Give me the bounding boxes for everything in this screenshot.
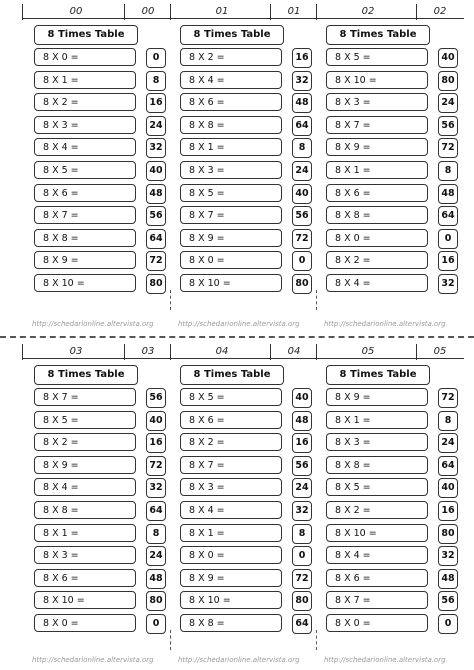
sheet-05 — [320, 340, 462, 670]
question-box: 8 X 8 = — [34, 229, 136, 247]
answer-box: 56 — [438, 591, 458, 611]
answer-box: 64 — [292, 116, 312, 136]
answer-number-label: 00 — [141, 6, 155, 17]
answer-number-label: 01 — [287, 6, 301, 17]
answer-box: 16 — [292, 48, 312, 68]
top-half — [0, 0, 474, 332]
column-divider — [170, 344, 171, 360]
table-title: 8 Times Table — [326, 25, 430, 45]
answer-box: 0 — [438, 229, 458, 249]
question-box: 8 X 6 = — [34, 569, 136, 587]
footer-url: http://schedarionline.altervista.org — [324, 656, 446, 664]
answer-box: 72 — [146, 456, 166, 476]
answer-box: 56 — [146, 388, 166, 408]
answer-box: 24 — [438, 93, 458, 113]
sheet-number-label: 00 — [69, 6, 83, 17]
sheet-00 — [28, 0, 170, 330]
answer-box: 24 — [292, 478, 312, 498]
answer-box: 40 — [146, 411, 166, 431]
question-box: 8 X 6 = — [180, 93, 282, 111]
question-box: 8 X 7 = — [180, 456, 282, 474]
question-box: 8 X 0 = — [180, 251, 282, 269]
question-box: 8 X 5 = — [34, 161, 136, 179]
footer-url: http://schedarionline.altervista.org — [178, 320, 300, 328]
question-box: 8 X 4 = — [326, 546, 428, 564]
sheet-02 — [320, 0, 462, 330]
left-edge-mark — [22, 4, 23, 20]
column-divider-dashed — [316, 630, 317, 650]
question-box: 8 X 0 = — [34, 614, 136, 632]
question-box: 8 X 1 = — [34, 524, 136, 542]
answer-box: 48 — [438, 184, 458, 204]
answer-box: 64 — [146, 501, 166, 521]
question-box: 8 X 7 = — [326, 591, 428, 609]
question-box: 8 X 8 = — [34, 501, 136, 519]
question-box: 8 X 10 = — [180, 274, 282, 292]
question-box: 8 X 3 = — [326, 433, 428, 451]
question-box: 8 X 3 = — [180, 161, 282, 179]
answer-box: 64 — [438, 456, 458, 476]
answer-box: 0 — [438, 614, 458, 634]
answer-box: 40 — [146, 161, 166, 181]
answer-box: 32 — [292, 501, 312, 521]
question-box: 8 X 4 = — [34, 138, 136, 156]
question-box: 8 X 1 = — [180, 138, 282, 156]
question-box: 8 X 10 = — [326, 71, 428, 89]
answer-box: 56 — [146, 206, 166, 226]
answer-box: 64 — [438, 206, 458, 226]
question-box: 8 X 9 = — [180, 569, 282, 587]
question-box: 8 X 0 = — [34, 48, 136, 66]
column-divider — [316, 4, 317, 20]
answer-box: 80 — [292, 591, 312, 611]
answer-box: 80 — [146, 591, 166, 611]
question-box: 8 X 8 = — [180, 614, 282, 632]
answer-box: 8 — [438, 161, 458, 181]
answer-box: 16 — [146, 433, 166, 453]
question-box: 8 X 1 = — [326, 161, 428, 179]
question-box: 8 X 6 = — [326, 569, 428, 587]
question-box: 8 X 0 = — [180, 546, 282, 564]
answer-box: 48 — [292, 411, 312, 431]
answer-box: 40 — [438, 478, 458, 498]
question-box: 8 X 6 = — [180, 411, 282, 429]
question-box: 8 X 1 = — [34, 71, 136, 89]
bottom-half — [0, 340, 474, 670]
question-box: 8 X 9 = — [34, 251, 136, 269]
question-box: 8 X 4 = — [34, 478, 136, 496]
question-box: 8 X 9 = — [326, 388, 428, 406]
question-box: 8 X 4 = — [180, 501, 282, 519]
answer-box: 48 — [438, 569, 458, 589]
question-box: 8 X 3 = — [180, 478, 282, 496]
answer-box: 56 — [438, 116, 458, 136]
answer-box: 40 — [438, 48, 458, 68]
question-box: 8 X 10 = — [34, 274, 136, 292]
sheet-number-label: 02 — [361, 6, 375, 17]
question-box: 8 X 9 = — [34, 456, 136, 474]
answer-box: 24 — [438, 433, 458, 453]
question-box: 8 X 5 = — [326, 478, 428, 496]
footer-url: http://schedarionline.altervista.org — [324, 320, 446, 328]
answer-number-label: 03 — [141, 346, 155, 357]
column-divider-dashed — [170, 290, 171, 310]
answer-box: 0 — [146, 614, 166, 634]
answer-number-label: 02 — [433, 6, 447, 17]
answer-box: 80 — [438, 524, 458, 544]
answer-box: 16 — [292, 433, 312, 453]
answer-box: 32 — [438, 546, 458, 566]
question-box: 8 X 9 = — [180, 229, 282, 247]
answer-box: 56 — [292, 456, 312, 476]
question-box: 8 X 5 = — [180, 184, 282, 202]
question-box: 8 X 5 = — [34, 411, 136, 429]
question-box: 8 X 6 = — [34, 184, 136, 202]
question-box: 8 X 10 = — [326, 524, 428, 542]
sheet-number-label: 05 — [361, 346, 375, 357]
footer-url: http://schedarionline.altervista.org — [32, 656, 154, 664]
answer-box: 32 — [292, 71, 312, 91]
answer-box: 32 — [438, 274, 458, 294]
question-box: 8 X 9 = — [326, 138, 428, 156]
table-title: 8 Times Table — [180, 365, 284, 385]
answer-box: 0 — [292, 546, 312, 566]
sheet-03 — [28, 340, 170, 670]
sheet-01 — [174, 0, 316, 330]
question-box: 8 X 5 = — [326, 48, 428, 66]
table-title: 8 Times Table — [326, 365, 430, 385]
question-box: 8 X 7 = — [326, 116, 428, 134]
answer-box: 72 — [292, 569, 312, 589]
question-box: 8 X 3 = — [34, 116, 136, 134]
question-box: 8 X 3 = — [34, 546, 136, 564]
column-divider — [316, 344, 317, 360]
answer-box: 32 — [146, 138, 166, 158]
answer-box: 80 — [438, 71, 458, 91]
answer-box: 8 — [146, 524, 166, 544]
cut-line — [0, 336, 474, 338]
answer-box: 72 — [438, 388, 458, 408]
answer-box: 24 — [146, 116, 166, 136]
column-divider-dashed — [316, 290, 317, 310]
question-box: 8 X 2 = — [326, 251, 428, 269]
answer-box: 64 — [292, 614, 312, 634]
table-title: 8 Times Table — [180, 25, 284, 45]
question-box: 8 X 1 = — [326, 411, 428, 429]
question-box: 8 X 1 = — [180, 524, 282, 542]
answer-box: 48 — [146, 184, 166, 204]
question-box: 8 X 3 = — [326, 93, 428, 111]
answer-box: 32 — [146, 478, 166, 498]
answer-box: 48 — [146, 569, 166, 589]
column-divider-dashed — [170, 630, 171, 650]
question-box: 8 X 2 = — [34, 433, 136, 451]
answer-box: 48 — [292, 93, 312, 113]
question-box: 8 X 8 = — [326, 456, 428, 474]
answer-box: 16 — [438, 501, 458, 521]
column-divider — [170, 4, 171, 20]
answer-box: 24 — [146, 546, 166, 566]
answer-number-label: 05 — [433, 346, 447, 357]
answer-box: 0 — [292, 251, 312, 271]
question-box: 8 X 0 = — [326, 614, 428, 632]
left-edge-mark — [22, 344, 23, 360]
question-box: 8 X 4 = — [326, 274, 428, 292]
answer-box: 24 — [292, 161, 312, 181]
table-title: 8 Times Table — [34, 365, 138, 385]
answer-box: 8 — [438, 411, 458, 431]
sheet-number-label: 03 — [69, 346, 83, 357]
question-box: 8 X 2 = — [180, 433, 282, 451]
answer-box: 8 — [292, 138, 312, 158]
sheet-number-label: 01 — [215, 6, 229, 17]
answer-box: 56 — [292, 206, 312, 226]
question-box: 8 X 2 = — [180, 48, 282, 66]
question-box: 8 X 7 = — [34, 388, 136, 406]
footer-url: http://schedarionline.altervista.org — [178, 656, 300, 664]
question-box: 8 X 5 = — [180, 388, 282, 406]
question-box: 8 X 4 = — [180, 71, 282, 89]
answer-box: 72 — [292, 229, 312, 249]
answer-box: 80 — [146, 274, 166, 294]
answer-box: 40 — [292, 388, 312, 408]
footer-url: http://schedarionline.altervista.org — [32, 320, 154, 328]
table-title: 8 Times Table — [34, 25, 138, 45]
question-box: 8 X 8 = — [326, 206, 428, 224]
answer-box: 0 — [146, 48, 166, 68]
sheet-number-label: 04 — [215, 346, 229, 357]
question-box: 8 X 10 = — [34, 591, 136, 609]
answer-box: 40 — [292, 184, 312, 204]
question-box: 8 X 2 = — [34, 93, 136, 111]
answer-number-label: 04 — [287, 346, 301, 357]
question-box: 8 X 10 = — [180, 591, 282, 609]
answer-box: 8 — [292, 524, 312, 544]
answer-box: 64 — [146, 229, 166, 249]
answer-box: 16 — [146, 93, 166, 113]
question-box: 8 X 8 = — [180, 116, 282, 134]
sheet-04 — [174, 340, 316, 670]
answer-box: 72 — [146, 251, 166, 271]
question-box: 8 X 7 = — [180, 206, 282, 224]
question-box: 8 X 6 = — [326, 184, 428, 202]
question-box: 8 X 2 = — [326, 501, 428, 519]
answer-box: 8 — [146, 71, 166, 91]
answer-box: 72 — [438, 138, 458, 158]
answer-box: 16 — [438, 251, 458, 271]
question-box: 8 X 0 = — [326, 229, 428, 247]
answer-box: 80 — [292, 274, 312, 294]
question-box: 8 X 7 = — [34, 206, 136, 224]
